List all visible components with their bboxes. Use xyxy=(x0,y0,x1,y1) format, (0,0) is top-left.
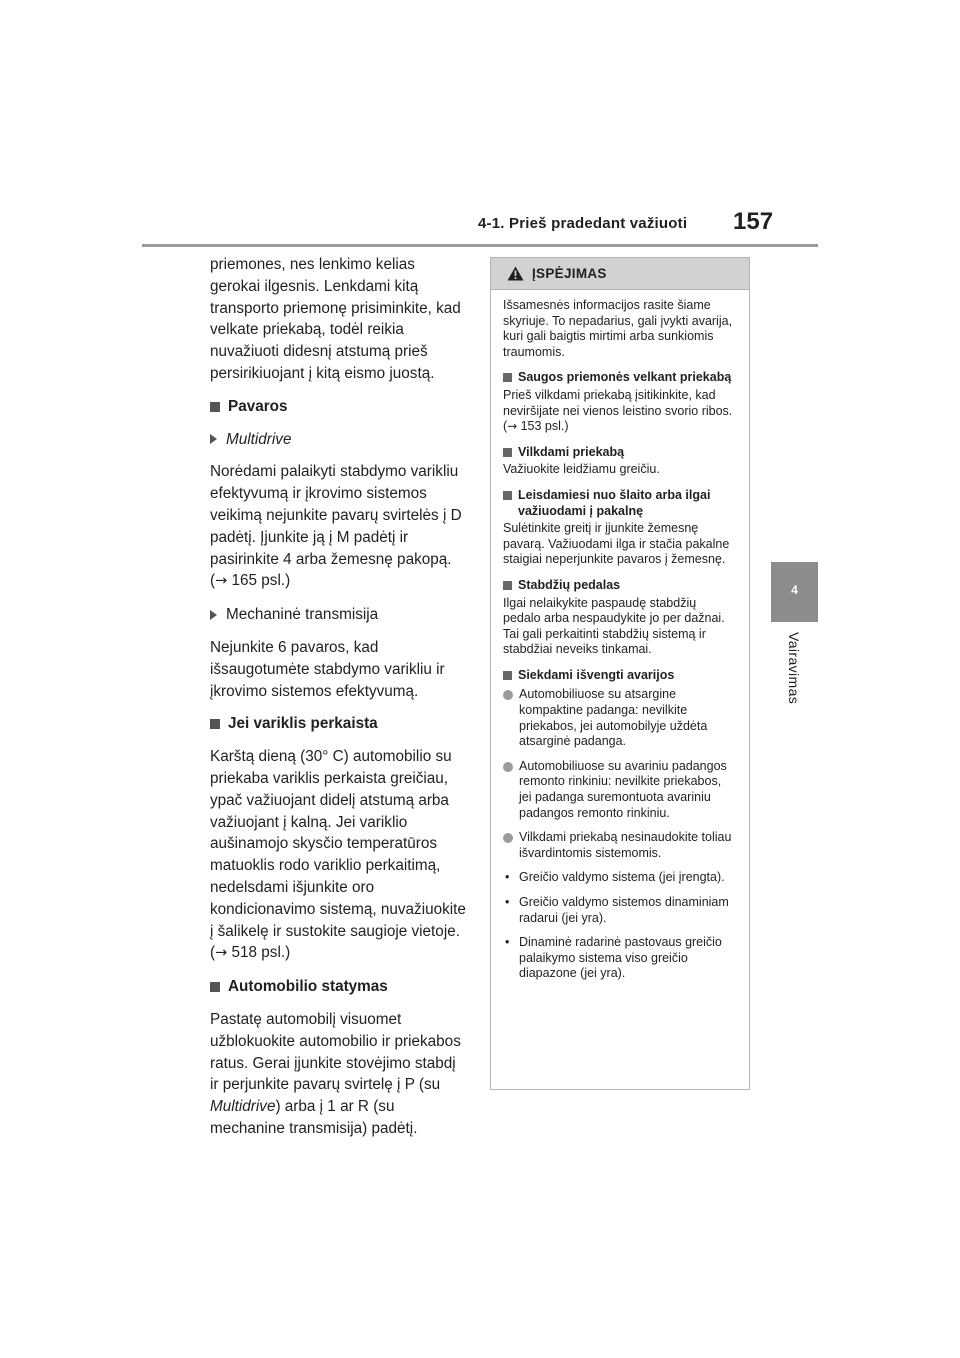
chapter-number: 4 xyxy=(791,583,798,597)
bullet-icon: • xyxy=(505,870,510,885)
warning-heading: Stabdžių pedalas xyxy=(503,578,737,594)
square-bullet-icon xyxy=(503,373,512,382)
triangle-bullet-icon xyxy=(210,434,217,444)
warning-heading: Leisdamiesi nuo šlaito arba ilgai važiuodami į pakalnę xyxy=(503,488,737,519)
warning-header xyxy=(491,258,749,290)
warning-heading: Saugos priemonės velkant priekabą xyxy=(503,370,737,386)
left-column xyxy=(210,254,468,1151)
square-bullet-icon xyxy=(210,402,220,412)
paragraph: Norėdami palaikyti stabdymo varikliu efektyvumą ir įkrovimo sistemos veikimą nejunkite pavarų svirtelės į D padėtį. Įjunkite ją į M padėtį ir pasirinkite 4 arba žemesnę pakopą. (→ 165 psl.) xyxy=(210,463,462,590)
section-heading: Automobilio statymas xyxy=(210,976,468,998)
arrow-icon: → xyxy=(215,945,228,962)
warning-heading: Vilkdami priekabą xyxy=(503,445,737,461)
paragraph: Pastatę automobilį visuomet užblokuokite automobilio ir priekabos ratus. Gerai įjunkite stovėjimo stabdį ir perjunkite pavarų svirtelę į P (su Multidrive) arba į 1 ar R (su mechanine transmisija) padėtį. xyxy=(210,1010,461,1137)
dot-item: Vilkdami priekabą nesinaudokite toliau išvardintomis sistemomis. xyxy=(503,830,737,861)
subheading: Mechaninė transmisija xyxy=(210,604,468,626)
warning-paragraph: Važiuokite leidžiamu greičiu. xyxy=(503,462,660,477)
bullet-item: • Greičio valdymo sistema (jei įrengta). xyxy=(505,870,725,885)
square-bullet-icon xyxy=(503,581,512,590)
warning-title: ĮSPĖJIMAS xyxy=(532,266,607,281)
bullet-item: • Dinaminė radarinė pastovaus greičio palaikymo sistema viso greičio diapazone (jei yra). xyxy=(505,935,722,981)
chapter-tab xyxy=(771,562,818,622)
section-title: 4-1. Prieš pradedant važiuoti xyxy=(478,215,688,232)
square-bullet-icon xyxy=(210,982,220,992)
warning-paragraph: Sulėtinkite greitį ir įjunkite žemesnę pavarą. Važiuodami ilga ir stačia pakalne staigiai neperjunkite pavaros į žemesnę. xyxy=(503,521,730,567)
section-heading: Jei variklis perkaista xyxy=(210,713,468,735)
square-bullet-icon xyxy=(503,491,512,500)
arrow-icon: → xyxy=(507,419,518,434)
square-bullet-icon xyxy=(503,448,512,457)
arrow-icon: → xyxy=(215,573,228,590)
square-bullet-icon xyxy=(210,719,220,729)
section-heading: Pavaros xyxy=(210,396,468,418)
warning-body xyxy=(491,290,749,982)
circle-bullet-icon xyxy=(503,690,513,700)
bullet-icon: • xyxy=(505,895,510,909)
subheading: Multidrive xyxy=(210,429,468,451)
bullet-item: • Greičio valdymo sistemos dinaminiam radarui (jei yra). xyxy=(505,895,729,925)
triangle-bullet-icon xyxy=(210,610,217,620)
header-divider xyxy=(142,244,818,247)
warning-intro: Išsamesnės informacijos rasite šiame skyriuje. To nepadarius, gali įvykti avarija, kuri gali baigtis mirtimi arba sunkiomis traumomis. xyxy=(503,298,733,359)
warning-paragraph: Ilgai nelaikykite paspaudę stabdžių pedalo arba nespaudykite jo per dažnai. Tai gali perkaitinti stabdžių sistemą ir stabdžiai neveiks tinkamai. xyxy=(503,595,725,657)
bullet-icon: • xyxy=(505,935,510,950)
paragraph: Nejunkite 6 pavaros, kad išsaugotumėte stabdymo varikliu ir įkrovimo sistemos efektyvumą. xyxy=(210,638,445,700)
dot-item: Automobiliuose su atsargine kompaktine padanga: nevilkite priekabos, jei automobilyje uždėta atsarginė padanga. xyxy=(503,687,737,749)
paragraph: Karštą dieną (30° C) automobilio su priekaba variklis perkaista greičiau, ypač važiuojant didelį atstumą arba važiuojant į kalną. Jei variklio aušinamojo skysčio temperatūros matuoklis rodo variklio perkaitimą, nedelsdami išjunkite oro kondicionavimo sistemą, nuvažiuokite į šalikelę ir sustokite saugioje vietoje. (→ 518 psl.) xyxy=(210,748,466,962)
warning-heading: Siekdami išvengti avarijos xyxy=(503,668,737,684)
circle-bullet-icon xyxy=(503,833,513,843)
square-bullet-icon xyxy=(503,671,512,680)
chapter-label: Vairavimas xyxy=(786,632,802,705)
circle-bullet-icon xyxy=(503,762,513,772)
page-number: 157 xyxy=(733,208,774,235)
warning-paragraph: Prieš vilkdami priekabą įsitikinkite, kad neviršijate nei vienos leistino svorio ribos. (→ 153 psl.) xyxy=(503,387,733,434)
warning-box xyxy=(490,257,750,1090)
warning-triangle-icon xyxy=(507,266,524,281)
paragraph: priemones, nes lenkimo kelias gerokai ilgesnis. Lenkdami kitą transporto priemonę prisiminkite, kad velkate priekabą, todėl reikia nuvažiuoti didesnį atstumą prieš persirikiuojant į kitą eismo juostą. xyxy=(210,256,461,382)
dot-item: Automobiliuose su avariniu padangos remonto rinkiniu: nevilkite priekabos, jei padanga suremontuota avariniu padangos remonto rinkiniu. xyxy=(503,759,737,821)
